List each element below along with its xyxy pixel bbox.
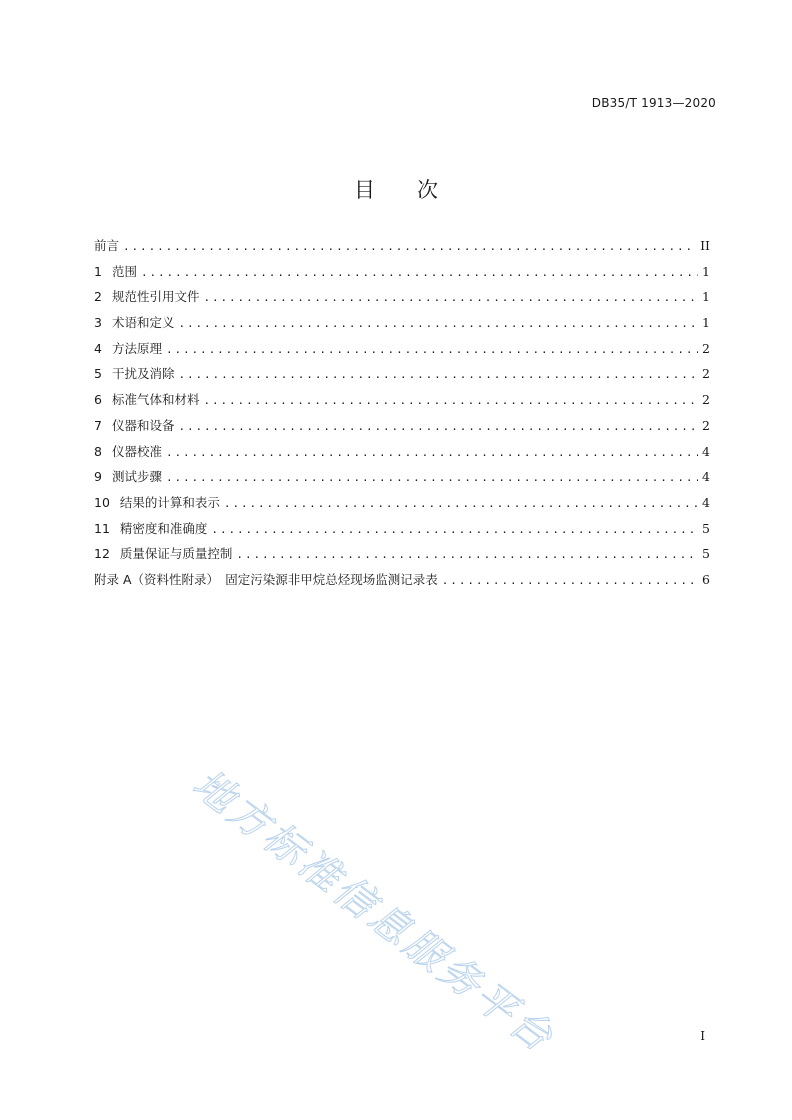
toc-entry-appendix-a[interactable] [94,570,710,596]
toc-entry-page: II [700,238,710,253]
toc-entry-page: 2 [702,366,710,382]
toc-entry-number: 8 [94,443,102,459]
toc-entry-label: 范围 [111,263,137,279]
toc-dot-leader [178,368,698,381]
toc-entry-label: 仪器和设备 [111,417,175,433]
standard-code: DB35/T 1913—2020 [591,96,716,110]
toc-dot-leader [203,291,698,304]
toc-entry-10[interactable] [94,493,710,519]
toc-entry-page: 2 [702,340,710,356]
toc-entry-number: 9 [94,469,102,485]
toc-entry-page: 6 [702,571,710,587]
toc-entry-number: 11 [94,520,110,536]
toc-dot-leader [236,548,698,561]
toc-entry-page: 2 [702,392,710,408]
toc-entry-label: 仪器校准 [111,443,162,459]
toc-entry-page: 4 [702,443,710,459]
toc-entry-6[interactable] [94,390,710,416]
toc-dot-leader [224,497,698,510]
toc-dot-leader [211,523,698,536]
toc-entry-page: 1 [702,263,710,279]
toc-dot-leader [178,317,698,330]
toc-entry-number: 4 [94,340,102,356]
toc-entry-page: 2 [702,417,710,433]
toc-entry-11[interactable] [94,519,710,545]
toc-entry-8[interactable] [94,442,710,468]
toc-entry-number: 3 [94,315,102,331]
toc-entry-label: 方法原理 [111,340,162,356]
toc-entry-number: 5 [94,366,102,382]
toc-entry-label: 术语和定义 [111,315,175,331]
toc-entry-5[interactable] [94,364,710,390]
toc-dot-leader [166,343,698,356]
toc-entry-12[interactable] [94,544,710,570]
toc-entry-page: 5 [702,520,710,536]
toc-entry-number: 10 [94,494,110,510]
toc-entry-label: 标准气体和材料 [111,392,200,408]
toc-entry-number: 12 [94,546,110,562]
toc-entry-number: 2 [94,289,102,305]
toc-entry-label: 结果的计算和表示 [119,494,220,510]
toc-dot-leader [166,446,698,459]
toc-dot-leader [442,574,698,587]
watermark: 地方标准信息服务平台 [184,760,564,1063]
toc-entry-2[interactable] [94,287,710,313]
toc-entry-4[interactable] [94,339,710,365]
toc-entry-label: 质量保证与质量控制 [119,546,233,562]
toc-dot-leader [123,240,696,253]
toc-dot-leader [141,266,698,279]
toc-entry-number: 1 [94,263,102,279]
toc-entry-number: 7 [94,417,102,433]
toc-entry-label: 测试步骤 [111,469,162,485]
toc-entry-label: 前言 [94,238,120,253]
toc-entry-page: 1 [702,289,710,305]
toc-entry-page: 1 [702,315,710,331]
toc-entry-7[interactable] [94,416,710,442]
toc-dot-leader [166,471,698,484]
toc-entry-page: 4 [702,494,710,510]
toc-dot-leader [203,394,698,407]
page-number: I [700,1029,705,1043]
toc-entry-label: 规范性引用文件 [111,289,200,305]
toc-entry-9[interactable] [94,467,710,493]
toc-entry-label: 干扰及消除 [111,366,175,382]
toc-entry-1[interactable] [94,262,710,288]
toc-entry-foreword[interactable] [94,236,710,262]
toc-entry-page: 5 [702,546,710,562]
toc-entry-number: 6 [94,392,102,408]
toc-entry-label: 精密度和准确度 [119,520,208,536]
toc-dot-leader [178,420,698,433]
toc-entry-3[interactable] [94,313,710,339]
table-of-contents [94,236,710,596]
toc-entry-page: 4 [702,469,710,485]
page-title: 目 次 [354,178,438,202]
toc-entry-label: 附录 A（资料性附录） 固定污染源非甲烷总烃现场监测记录表 [94,571,438,587]
